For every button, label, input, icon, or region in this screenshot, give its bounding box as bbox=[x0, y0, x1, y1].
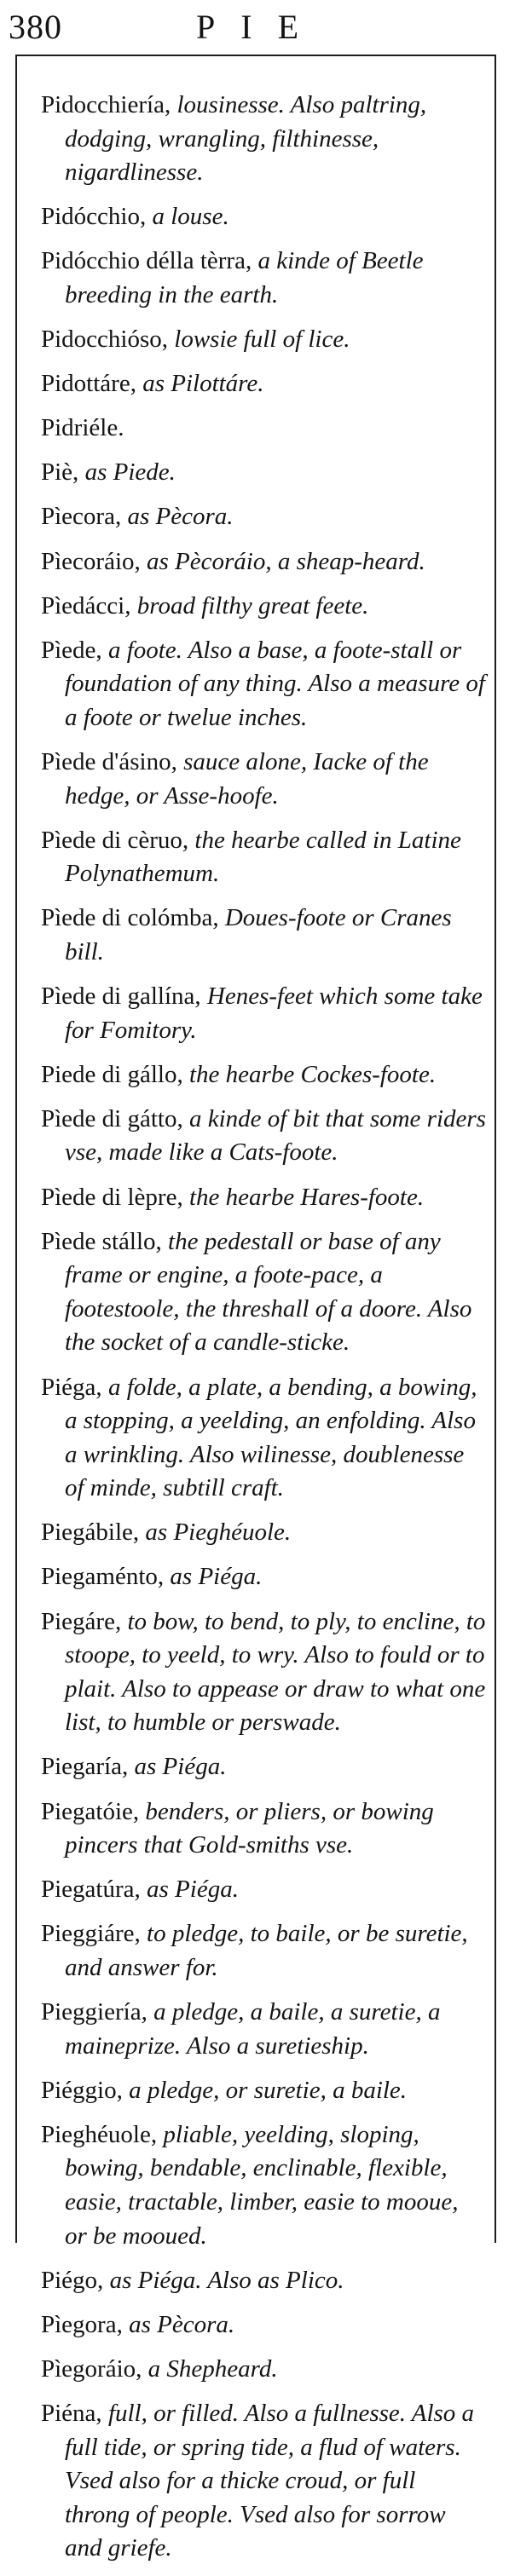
page-number: 380 bbox=[9, 8, 62, 46]
entry-headword: Pieggiería, bbox=[41, 1998, 147, 2026]
entry-headword: Pìede di colómba, bbox=[41, 904, 219, 932]
entry-definition: as Pècoráio, a sheap-heard. bbox=[140, 547, 425, 575]
entry-headword: Pidriéle. bbox=[41, 414, 124, 442]
entry-definition: to bow, to bend, to ply, to encline, to stoope, to yeeld, to wry. Also to fould or to plait. Also to appease or draw to what one list, to humble or perswade. bbox=[65, 1607, 486, 1737]
entry-definition: a kinde of bit that some riders vse, made like a Cats-foote. bbox=[65, 1104, 486, 1167]
entry-headword: Pidocchióso, bbox=[41, 326, 169, 354]
dictionary-entry bbox=[41, 1917, 486, 1985]
entry-definition: lousinesse. Also paltring, dodging, wrangling, filthinesse, nigardlinesse. bbox=[65, 91, 427, 187]
entry-headword: Pìecora, bbox=[41, 503, 122, 531]
entry-headword: Piéna, bbox=[41, 2399, 102, 2427]
entry-headword: Piegatúra, bbox=[41, 1876, 141, 1904]
entry-definition: as Pieghéuole. bbox=[139, 1519, 292, 1547]
left-column-rule bbox=[15, 56, 17, 2243]
dictionary-entry bbox=[41, 746, 486, 813]
entry-headword: Pìede d'ásino, bbox=[41, 748, 177, 775]
dictionary-entry bbox=[41, 1103, 486, 1170]
dictionary-entry bbox=[41, 1560, 486, 1594]
dictionary-entry bbox=[41, 1750, 486, 1784]
dictionary-entries bbox=[41, 89, 486, 2576]
entry-definition: Henes-feet which some take for Fomitory. bbox=[65, 983, 483, 1044]
dictionary-entry bbox=[41, 2264, 486, 2298]
entry-headword: Pìede di lèpre, bbox=[41, 1183, 183, 1211]
dictionary-entry bbox=[41, 1605, 486, 1740]
entry-definition: pliable, yeelding, sloping, bowing, bendable, enclinable, flexible, easie, tractable, limber, easie to mooue, or be mooued. bbox=[65, 2120, 459, 2250]
dictionary-entry bbox=[41, 323, 486, 357]
entry-definition: as Pilottáre. bbox=[136, 370, 264, 398]
entry-definition: as Piéga. bbox=[128, 1753, 227, 1781]
dictionary-entry bbox=[41, 1225, 486, 1360]
entry-definition: the hearbe Cockes-foote. bbox=[182, 1060, 437, 1088]
entry-headword: Piéggio, bbox=[41, 2076, 123, 2104]
entry-definition: benders, or pliers, or bowing pincers that Gold-smiths vse. bbox=[65, 1797, 434, 1859]
entry-definition: sauce alone, Iacke of the hedge, or Asse-hoofe. bbox=[65, 748, 429, 810]
dictionary-entry bbox=[41, 2308, 486, 2343]
entry-headword: Pìede, bbox=[41, 636, 102, 664]
dictionary-entry bbox=[41, 1058, 486, 1092]
entry-definition: as Piéga. bbox=[140, 1876, 239, 1904]
entry-headword: Pidottáre, bbox=[41, 370, 136, 398]
dictionary-entry bbox=[41, 1371, 486, 1506]
dictionary-entry bbox=[41, 634, 486, 735]
entry-definition: as Pècora. bbox=[122, 2310, 235, 2338]
entry-headword: Pidocchiería, bbox=[41, 91, 171, 118]
entry-headword: Pìede di gátto, bbox=[41, 1104, 183, 1132]
entry-headword: Pieggiáre, bbox=[41, 1920, 141, 1948]
dictionary-entry bbox=[41, 2074, 486, 2108]
dictionary-entry bbox=[41, 1181, 486, 1215]
entry-headword: Pìede stállo, bbox=[41, 1227, 162, 1255]
running-head: PIE bbox=[196, 8, 324, 46]
dictionary-entry bbox=[41, 902, 486, 969]
entry-definition: a louse. bbox=[146, 203, 229, 231]
dictionary-entry bbox=[41, 412, 486, 446]
entry-definition: as Piéga. Also as Plico. bbox=[103, 2266, 344, 2294]
entry-definition: as Piede. bbox=[78, 458, 176, 487]
dictionary-entry bbox=[41, 2353, 486, 2387]
entry-definition: as Piéga. bbox=[164, 1563, 263, 1591]
entry-headword: Pieghéuole, bbox=[41, 2120, 158, 2148]
dictionary-entry bbox=[41, 245, 486, 312]
entry-definition: a pledge, a baile, a suretie, a maineprize. Also a suretieship. bbox=[65, 1998, 441, 2060]
entry-headword: Piegaménto, bbox=[41, 1563, 165, 1591]
entry-headword: Piegáre, bbox=[41, 1607, 122, 1635]
dictionary-entry bbox=[41, 1873, 486, 1907]
dictionary-entry bbox=[41, 367, 486, 401]
entry-headword: Pìecoráio, bbox=[41, 547, 141, 575]
entry-definition: a folde, a plate, a bending, a bowing, a stopping, a yeelding, an enfolding. Also a wrinkling. Also wilinesse, doublenesse of minde, subtill craft. bbox=[65, 1373, 477, 1502]
entry-definition: the pedestall or base of any frame or engine, a foote-pace, a footestoole, the threshall of a doore. Also the socket of a candle-sticke. bbox=[65, 1227, 472, 1357]
entry-headword: Piegatóie, bbox=[41, 1797, 140, 1825]
dictionary-entry bbox=[41, 500, 486, 534]
entry-definition: a foote. Also a base, a foote-stall or foundation of any thing. Also a measure of a foote or twelue inches. bbox=[65, 636, 485, 731]
entry-headword: Piéga, bbox=[41, 1373, 102, 1401]
dictionary-entry bbox=[41, 1516, 486, 1550]
entry-headword: Piegaría, bbox=[41, 1753, 129, 1781]
entry-definition: a pledge, or suretie, a baile. bbox=[122, 2076, 408, 2104]
entry-definition: the hearbe called in Latine Polynathemum. bbox=[65, 826, 461, 888]
entry-headword: Pìede di cèruo, bbox=[41, 826, 189, 854]
entry-definition: lowsie full of lice. bbox=[168, 326, 350, 354]
dictionary-entry bbox=[41, 89, 486, 190]
entry-definition: broad filthy great feete. bbox=[130, 591, 369, 620]
entry-definition: Doues-foote or Cranes bill. bbox=[65, 904, 452, 965]
entry-headword: Piede di gállo, bbox=[41, 1060, 183, 1088]
entry-headword: Pìedácci, bbox=[41, 591, 131, 620]
header-rule bbox=[15, 55, 496, 56]
dictionary-entry bbox=[41, 824, 486, 891]
dictionary-entry bbox=[41, 456, 486, 490]
dictionary-entry bbox=[41, 590, 486, 624]
entry-definition: to pledge, to baile, or be suretie, and answer for. bbox=[65, 1920, 468, 1981]
dictionary-entry bbox=[41, 2397, 486, 2566]
entry-definition: the hearbe Hares-foote. bbox=[182, 1183, 425, 1211]
page-header bbox=[0, 0, 509, 60]
dictionary-entry bbox=[41, 980, 486, 1047]
entry-headword: Pìede di gallína, bbox=[41, 983, 201, 1011]
dictionary-entry bbox=[41, 545, 486, 579]
entry-headword: Pidócchio délla tèrra, bbox=[41, 247, 252, 275]
right-column-rule bbox=[495, 56, 496, 2243]
entry-definition: full, or filled. Also a fullnesse. Also a full tide, or spring tide, a flud of waters. Vsed also for a thicke croud, or full throng of people. Vsed also for sorrow and griefe. bbox=[65, 2399, 475, 2562]
dictionary-entry bbox=[41, 1996, 486, 2063]
dictionary-entry bbox=[41, 200, 486, 234]
dictionary-entry bbox=[41, 2118, 486, 2253]
entry-headword: Piégo, bbox=[41, 2266, 104, 2294]
entry-headword: Piegábile, bbox=[41, 1519, 140, 1547]
entry-definition: a Shepheard. bbox=[142, 2354, 278, 2383]
dictionary-entry bbox=[41, 1795, 486, 1863]
entry-headword: Pìegora, bbox=[41, 2310, 123, 2338]
entry-definition: a kinde of Beetle breeding in the earth. bbox=[65, 247, 424, 308]
entry-headword: Pidócchio, bbox=[41, 203, 147, 231]
entry-definition: as Pècora. bbox=[121, 503, 234, 531]
entry-headword: Pìegoráio, bbox=[41, 2354, 142, 2383]
entry-headword: Piè, bbox=[41, 458, 79, 487]
